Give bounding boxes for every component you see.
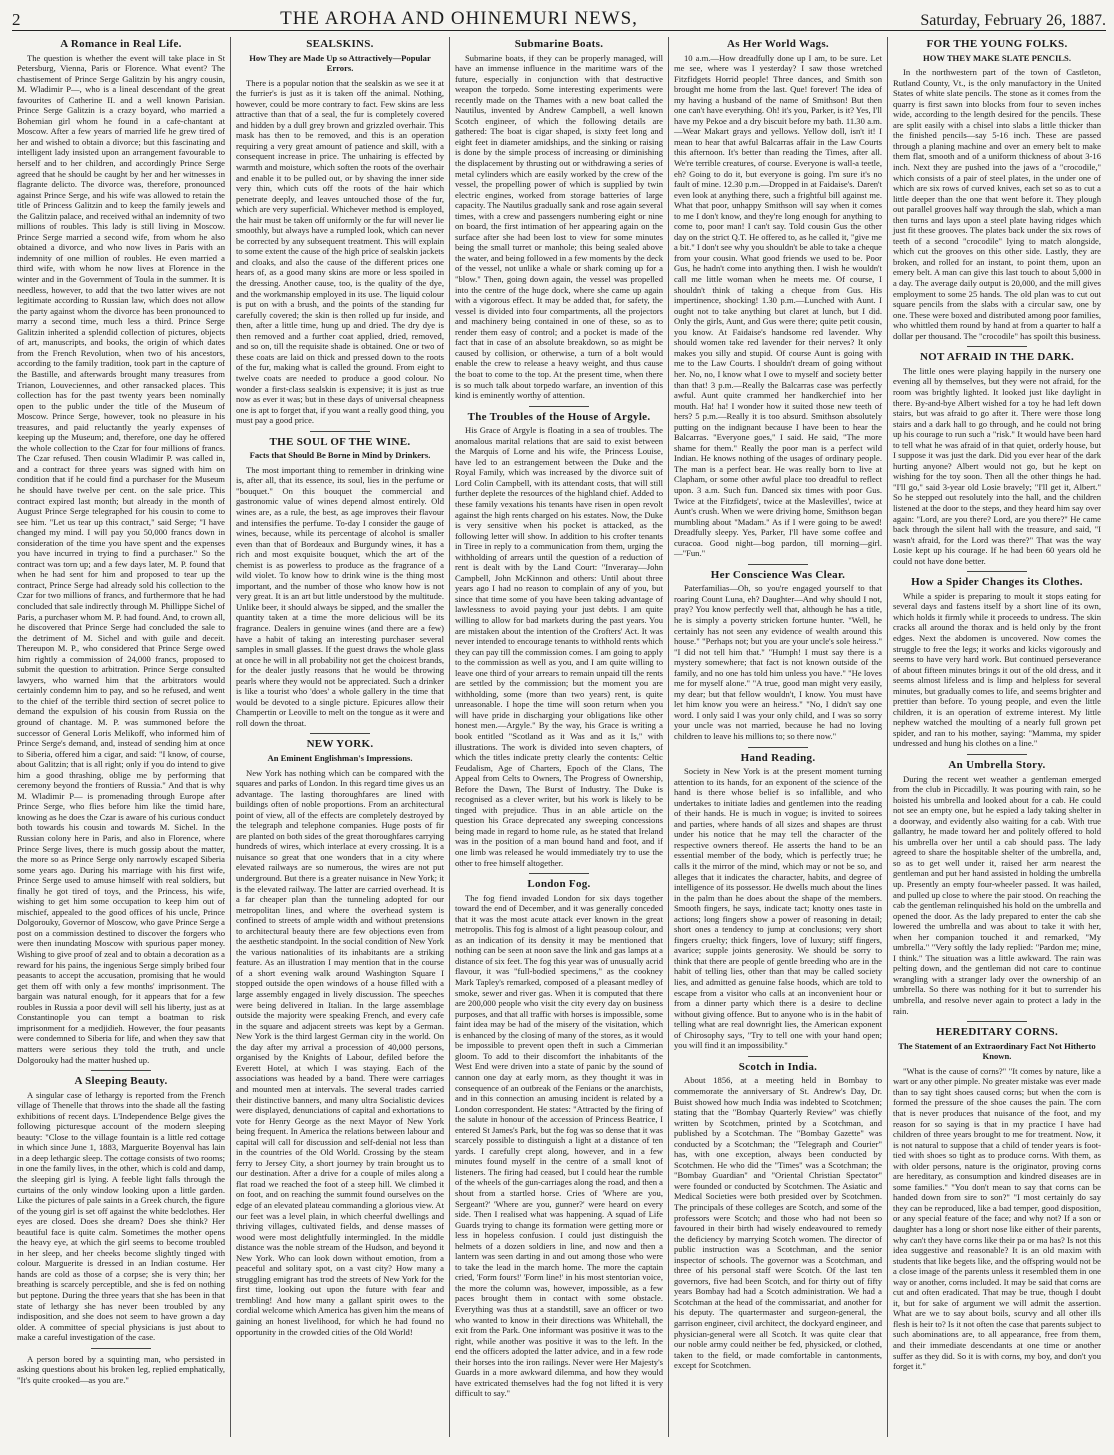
article-headline: How a Spider Changes its Clothes. (911, 576, 1083, 589)
article-divider (529, 406, 589, 407)
article-body: Submarine boats, if they can be properly managed, will have an immense influence in the maritime wars of the future, especially in conjunction with that destructive weapon the torpedo. Some interesting experiments were recently made on the Thames with a new boat called the Nautilus, invented by Andrew Campbell, a well known Scotch engineer, of which the following details are gathered: The boat is cigar shaped, is sixty feet long and eight feet in diameter amidships, and the sinking or raising is done by the simple process of increasing or diminishing the displacement by thrusting out or withdrawing a series of metal cylinders which are easily worked by the crew of the vessel, the propelling power of which is supplied by twin electric engines, worked from storage batteries of large capacity. The Nautilus gradually sank and rose again several times, with a crew and passengers numbering eight or nine on board, the first intimation of her appearing again on the surface after she had been lost to view for some minutes being the small turret or manhole; this being sealed above the water, and being followed in a few moments by the deck of the vessel, not unlike a whale or shark coming up for a "blow." Then, going down again, the vessel was propelled into the centre of the huge dock, where she came up again with a vigorous effect. It may be added that, for safety, the vessel is divided into four compartments, all the projectors and machinery being contained in one of these, so as to render them easy of control; and a pocket is made of the fact that in case of an absolute breakdown, so as might be caused by collision, or otherwise, a turn of a bolt would enable the crew to release a heavy weight, and thus cause the boat to come to the top. At the present time, when there is so much talk about torpedo warfare, an invention of this kind is eminently worthy of attention. (455, 52, 663, 401)
newspaper-title: THE AROHA AND OHINEMURI NEWS, (280, 8, 638, 29)
article-body: 10 a.m.—How dreadfully done up I am, to be sure. Let me see, where was I yesterday? I saw those wretched Fitzfidgets Horrid people! Three dances, and Smith son brought me home from the last. Que! forever! The idea of my having a husband of the name of Smithson! But then one can't have everything. Oh! it's you, Parker, is it? Yes, I'll have my Pekoe and a dry biscuit before my bath. 11.30 a.m.—Wear Makart grays and yellows. Yellow doll, isn't it! I mean to hear that awful Balcarras affair in the Law Courts this afternoon. It's better than reading the Times, after all. We're terrible creatures, of course. Everyone is wall-a teetle, eh? Going to do it, but everyone is going. I'm sure it's no fault of mine. 12.30 p.m.—Dropped in at Faidaise's. Daren't even look at anything there, such a frightful bill against me. What that poor, unhappy Smithson will say when it comes to me I don't know, and they're long enough for anything to come to, poor man! I can't say. Told cousin Gus the other day on the strict Q.T. He offered to, as he called it, "give me a bit." I don't see why you shouldn't be able to take a cheque from your cousin. What good friends we used to be. Poor Gus, he hadn't come into anything then. I wish he wouldn't call me little woman when he meets me. Of course, I shouldn't think of taking a cheque from Gus. His impertinence, shocking! 1.30 p.m.—Lunched with Aunt. I ought not to take anything but claret at lunch, but I did. Only the girls, Aunt, and Gus were there; quite petit cousin, you know. At Faidaise's handsome red lavender. Why should women take red lavender for their nerves? It only makes you silly and stupid. Of course Aunt is going with me to the Law Courts. I shouldn't dream of going without her. No, no, I know what I owe to myself and society better than that! 3 p.m.—Really the Balcarras case was perfectly awful. Aunt quite crammed her handkerchief into her mouth. Ha! ha! I wonder how it suited those new teeth of hers? 5 p.m.—Really it is too absurd. Smithson absolutely putting on the indignant because I have been to hear the Balcarras. "Everyone goes," I said. He said, "The more shame for them." Really the poor man is a perfect wild Indian. He knows nothing of the usages of ordinary people. The man is a perfect bear. He was really born to live at Clapham, or some other awful place too dreadful to reflect upon. 3 a.m. Such fun. Danced six times with poor Gus. Twice at the Fitzfidgets', twice at the Maslevilles', twice at Aunt's crush. When we were driving home, Smithson began mumbling about "Madam." As if I were going to be awed! Dreadfully sleepy. Yes, Parker, I'll have some coffee and curacoa. Good night—bog pardon, till morning—girl.—"Fun." (674, 52, 882, 559)
article (17, 1354, 225, 1386)
issue-date: Saturday, February 26, 1887. (920, 12, 1106, 29)
article-subheadline: An Eminent Englishman's Impressions. (267, 753, 413, 763)
article-body: While a spider is preparing to moult it stops eating for several days and fastens itself by a short line of its own, which holds it firmly while it proceeds to undress. The skin cracks all around the thorax and is held only by the front edges. Next the abdomen is uncovered. Now comes the struggle to free the legs; it works and kicks vigorously and seems to have very hard work. But continued perseverance of about fifteen minutes brings it out of the old dress, and it seems almost lifeless and is limp and helpless for several minutes, but gradually comes to life, and seems brighter and prettier than before. To young people, and even the little children, it is an operation of extreme interest. My little nephew watched the moulting of a nearly full grown pet spider, and ran to his mother, saying: "Mamma, my spider undressed and hung his clothes on a line." (893, 590, 1101, 749)
article-body: "What is the cause of corns?" "It comes by nature, like a wart or any other pimple. No greater mistake was ever made than to say tight shoes caused corns; but when the corn is formed the pressure of the shoe causes the pain. The corn that is never produces that nuisance of the foot, and my reason for so saying is that in my practice I have had children of three years brought to me for treatment. Now, it is not natural to suppose that a child of tender years is foot-tied with shoes so tight as to produce corns. With them, as with older persons, nature is the originator, proving corns are hereditary, as consumption and kindred diseases are in some families." "You don't mean to say that corns can be handed down from sire to son?" "I most certainly do say they can be reproduced, like a bad temper, good disposition, or any special feature of the face; and why not? If a son or daughter has a long or short nose like either of their parents, why can't they have corns like their pa or ma has? Is not this idea suggestive and reasonable? It is an old maxim with students that like begets like, and the offspring would not be a close image of the parents unless it resembled them in one way or another, corns included. It may be said that corns are cut and often eradicated. That may be true, though I doubt it, but for sake of argument we will admit the assertion. What are we to say about boils, scurvy and all other ills flesh is heir to? Is it not often the case that parents subject to such abominations are, to all appearance, free from them, and their immediate descendants at one time or another suffer as they did. So it is with corns, my boy, and don't you forget it." (893, 1065, 1101, 1372)
article-headline: NOT AFRAID IN THE DARK. (919, 351, 1075, 364)
article (236, 739, 444, 1337)
article-headline: Submarine Boats. (514, 38, 604, 50)
page-number: 2 (12, 10, 21, 29)
article-subheadline: How They are Made Up so Attractively—Popular Errors. (249, 52, 431, 74)
article (236, 437, 444, 735)
article-headline: London Fog. (527, 878, 591, 891)
article-divider (310, 733, 370, 734)
article-subheadline: The Statement of an Extraordinary Fact Not Hitherto Known. (898, 1040, 1096, 1062)
article-body: His Grace of Argyle is floating in a sea of troubles. The anomalous marital relations that are said to exist between the Marquis of Lorne and his wife, the Princess Louise, have led to an estrangement between the Duke and the Royal Family, which was increased by the divorce suit of Lord Colin Campbell, with its attendant costs, that will still further deplete the resources of the highland chief. Added to these family vexations his tenants have risen in open revolt against the high rents charged on his estates. Now, the Duke is very sensitive when his pocket is attacked, as the following letter will show. In addition to his crofter tenants in Tiree in reply to a communication from them, urging the withholding of arrears until the question of a reduction of rent is dealt with by the Land Court: "Inveraray—John Campbell, John McKinnon and others: Until about three years ago I had no reason to complain of any of you, but since that time some of you have been taking advantage of lawlessness to avoid paying your just debts. I am quite willing to allow for bad markets during the past years. You are mistaken about the intention of the Crofters' Act. It was never intended to encourage tenants to withhold rents which they can pay till the commission comes. I am going to apply to the commission as well as you, and I am quite willing to leave one third of your arrears to remain unpaid till the rents are settled by the commission; but the moment you are withholding, some (more than two years) rent, is quite unreasonable. I hope the time will soon return when you will have pride in discharging your obligations like other honest men.—Argyle." By the way, his Grace is writing a book entitled "Scotland as it Was and as it Is," with illustrations. The work is divided into seven chapters, of which the titles indicate pretty clearly the contents: Celtic Feudalism, Age of Charters, Epoch of the Clans, The Appeal from Celts to Owners, The Progress of Ownership, Before the Dawn, The Burst of Industry. The Duke is recognised as a clever writer, but his work is likely to be tinged with prejudice. Thus in an able article on the question his Grace deprecated any sweeping concessions being made in regard to home rule, as he stated that Ireland was in the position of a man bound hand and foot, and if one limb was released he would immediately try to use the other to free himself altogether. (455, 425, 663, 868)
article-body: New York has nothing which can be compared with the squares and parks of London. In this regard time gives us an advantage. The lasting thoroughfares are lined with buildings often of noble proportions. From an architectural point of view, all of the effects are completely destroyed by the telegraph and telephone companies. Huge posts of fir are planted on both sides of the great thoroughfares carrying hundreds of wires, which interlace at every crossing. It is a nuisance so great that one wonders that in a city where elevated railways are so numerous, the wires are not put underground. But there is a greater nuisance in New York; it is the elevated railway. The latter are carried overhead. It is a far cheaper plan than the tunneling adopted for our metropolitan lines, and where the overhead system is confined to streets of ample width and without pretensions to architectural beauty there are few objections even from the aesthetic standpoint. In the social condition of New York the various nationalities of its inhabitants are a striking feature. As an illustration I may mention that in the course of a short evening walk around Washington Square I stopped outside the open windows of a house filled with a large assembly engaged in lively discussion. The speeches were being delivered in Italian. In the large assemblage outside the majority were speaking French, and every cafe in the square and adjacent streets was kept by a German. New York is the third largest German city in the world. On the day after my arrival a procession of 40,000 persons, organised by the Knights of Labour, defiled before the Everett Hotel, at which I was staying. Each of the associations was headed by a band. There were carriages and mounted men at intervals. The several trades carried their distinctive banners, and many ultra Socialistic devices were displayed, denunciations of capital and exhortations to vote for Henry George as the next Mayor of New York being frequent. In America the relations between labour and capital will call for discussion and self-denial not less than in the countries of the Old World. Crossing by the steam ferry to Jersey City, a short journey by train brought us to our destination. After a drive for a couple of miles along a flat road we reached the foot of a steep hill. We climbed it on foot, and on reaching the summit found ourselves on the edge of an elevated plateau commanding a glorious view. At our feet was a level plain, in which cheerful dwellings and thriving villages, cultivated fields, and dense masses of wood were most delightfully intermingled. In the middle distance was the noble stream of the Hudson, and beyond it New York. Who can look down without emotion, from a peaceful and solitary spot, on a vast city? How many a struggling emigrant has trod the streets of New York for the first time, looking out upon the future with fear and trembling! And how many a gallant spirit owes to the cordial welcome which America has given him the means of gaining an honest livelihood, for which he had found no opportunity in the crowded cities of the Old World! (236, 767, 444, 1337)
article-body: In the northwestern part of the town of Castleton, Rutland County, Vt., is the only manufactory in the United States of white slate pencils. The stone as it comes from the quarry is first sawn into blocks from four to seven inches wide, according to the length desired for the pencils. These are split easily with a chisel into slabs a little thicker than the finished pencils—say 5-16 inch. These are passed through a planing machine and over an emery belt to make them flat, smooth and of a uniform thickness of about 3-16 inch. Next they are pushed into the jaws of a "crocodile," which consists of a pair of steel plates, in the under one of which are six rows of curved knives, each set so as to cut a little deeper than the one that went before it. They plough out parallel grooves half way through the slab, which a man then turns and lays upon a steel plate having ridges which just fit these grooves. The plates back under the six rows of teeth of a second "crocodile" lying to match alongside, which cut the grooves on this other side. Lastly, they are broken, and rolled for an instant, to point them, upon an emery belt. A man can give this last touch to about 5,000 in a day. The average daily output is 20,000, and the mill gives employment to some 25 hands. The old plan was to cut out square pencils from the slabs with a circular saw, one by one. These were boxed and distributed among poor families, who whittled them round by hand at from a quarter to half a dollar per thousand. The "crocodile" has spoilt this business. (893, 67, 1101, 341)
article-body: About 1856, at a meeting held in Bombay to commemorate the anniversary of St. Andrew's Day, Dr. Buist showed how much India was indebted to Scotchmen; stating that the "Bombay Quarterly Review" was chiefly written by Scotchmen, printed by a Scotchman, and published by a Scotchman. The "Bombay Gazette" was conducted by a Scotchman; the "Telegraph and Courier" has, with one exception, always been conducted by Scotchmen. He who did the "Times" was a Scotchman; the "Bombay Guardian" and "Oriental Christian Spectator" were founded or conducted by Scotchmen. The Asiatic and Medical Societies were both presided over by Scotchmen. The principals of these colleges are Scotch, and some of the professors were Scotch; and those who had not been so favoured in their birth had wisely endeavoured to remedy the deficiency by marrying Scotch women. The director of public instruction was a Scotchman, and the senior inspector of schools. The governor was a Scotchman, and three of his personal staff were Scotch. Of the last ten governors, five had been Scotch, and for thirty out of fifty years Bombay had had a Scotch administration. We had a Scotchman at the head of the commissariat, and another for his deputy. The quartermaster and surgeon-general, the garrison engineer, civil architect, the dockyard engineer, and physician-general were all Scotch. It was quite clear that our noble army could neither be fed, physicked, or clothed, taken to the field, or made comfortable in cantonments, except for Scotchmen. (674, 1075, 882, 1371)
article-body: Society in New York is at the present moment turning attention to its hands, for an exponent of the science of the hand is there whose belief is so infallible, and who undertakes to initiate ladies and gentlemen into the reading of their hands. He is much in vogue; is invited to soirees and parties, where hands of all sizes and shapes are thrust under his notice that he may tell the character of the respective owners thereof. He asserts the hand to be an essential member of the body, which is perfectly true; he calls it the mirror of the mind, which may or not be so, and alleges that it indicates the character, habits, and degree of intelligence of its possessor. He dwells much about the lines in the palm than he does about the shape of the members. Smooth fingers, he says, indicate tact; knotty ones taste in actions; long fingers show a power of reasoning in detail; short ones a tendency to jump at conclusions; very short fingers cruelty; thick fingers, love of luxury; stiff fingers, avarice; supple joints generosity. We should be sorry to think that there are people of gentle breeding who are in the habit of telling lies, other than that may be called society lies, and admitted as genuine false hoods, which are told to escape from a visitor who calls at an inconvenient hour or from a dinner party which there is a desire to decline without giving offence. But to anyone who is in the habit of telling what are real downright lies, the American exponent of Chirosophy says, "Try to tell one with your hand open; you will find it an impossibility." (674, 766, 882, 1051)
article (455, 879, 663, 1399)
article-divider (967, 754, 1027, 755)
article-divider (967, 1021, 1027, 1022)
article-headline: A Romance in Real Life. (60, 38, 182, 50)
article-divider (967, 571, 1027, 572)
article-headline: THE SOUL OF THE WINE. (269, 435, 411, 448)
article (17, 1076, 225, 1349)
article-body: The fog fiend invaded London for six days together toward the end of December, and it was generally conceded that it was the most acute attack ever known in the great metropolis. This fog is almost of a light peasoup colour, and as an indication of its density it may be mentioned that nothing can be seen at noon save the link and gas lamps at a distance of six feet. The fog this year was of unusually acrid flavour, it was "full-bodied specimens," as the cookney Mark Tapley's remarked, composed of a pleasant medley of smoke, sewer and river gas. When it is computed that there are 200,000 people who visit the city every day on business purposes, and that all traffic with horses is impossible, some faint idea may be had of the misery of the visitation, which is enhanced by the closing of many of the stores, as it would be impossible to prevent open theft in such a Cimmerian gloom. To add to their discomfort the inhabitants of the West End were driven into a state of panic by the sound of cannon one day at early morn, as they thought it was in consequence of an outbreak of the Fenians or the anarchists, and in this connection an amusing incident is related by a London correspondent. He states: "Attracted by the firing of the salute in honour of the accession of Princess Beatrice, I entered St James's Park, but the fog was so dense that it was scarcely possible to distinguish a light at a distance of ten yards. I carefully crept along, however, and in a few minutes found myself in the centre of a small knot of listeners. The firing had ceased, but I could hear the rumble of the wheels of the gun-carriages along the road, and then a shout from a startled horse. Cries of 'Where are you, Sergeant?' 'Where are you, gunner?' were heard on every side. Then I realised what was happening. A squad of Life Guards trying to change its formation were getting more or less in hopeless confusion. I could just distinguish the helmets of a dozen soldiers in line, and now and then a lantern was seen darting in and out among those who were to take the lead in the march home. The more the captain cried, 'Form fours!' 'Form line!' in his most stentorian voice, the more the column was, however, impossible, as a few paces brought them in contact with some obstacle. Everything was thus at a standstill, save an officer or two who wanted to know in their directions was Whitehall, the exit from the Park. One informant was positive it was to the right, while another was positive it was to the left. In the end the officers adopted the latter advice, and in a few rode their horses into the iron railings. Never were Her Majesty's Guards in a more awkward dilemma, and how they would have extricated themselves had the fog not lifted it is very difficult to say." (455, 892, 663, 1399)
article (674, 753, 882, 1057)
column-3 (450, 37, 669, 1437)
article (236, 39, 444, 432)
column-4 (669, 37, 888, 1437)
article-body: A singular case of lethargy is reported from the French village of Thenelle that throws into the shade all the fasting exhibitions of recent days. L'Independence Belge gives the following picturesque account of the modern sleeping beauty: "Close to the village fountain is a little red cottage in which since June 1, 1883, Marguerite Boyenval has lain in a deep lethargic sleep. The cottage consists of two rooms; in one the family lives, in the other, which is cold and damp, the sleeping girl is lying. A feeble light falls through the curtains of the only window looking upon a little garden. Like the pictures of pale saints in a Greek church, the figure of the young girl is set off against the white bedclothes. Her eyes are closed. Does she dream? Does she think? Her beautiful face is quite calm. Sometimes the mother opens the heavy eye, at which the girl seems to become troubled in her sleep, and her cheeks become slightly tinged with colour. Marguerite is dressed in an Indian costume. Her hands are cold as those of a corpse; she is very thin; her breathing is scarcely perceptible, and she is fed on nothing but peptone. During the three years that she has been in that state of lethargy she has never been troubled by any indisposition, and she does not seem to have grown a day older. A committee of special physicians is just about to make a careful investigation of the case. (17, 1089, 226, 1343)
article-headline: HEREDITARY CORNS. (935, 1026, 1059, 1039)
article-body: During the recent wet weather a gentleman emerged from the club in Piccadilly. It was pouring with rain, so he hoisted his umbrella and looked about for a cab. He could not see an empty one, but he espied a lady taking shelter in a doorway, and evidently also waiting for a cab. With true gallantry, he made toward her and politely offered to hold his umbrella over her until a cab should pass. The lady agreed to share the hospitable shelter of the umbrella, and, so as to get well under it, raised her arm nearest the gentleman and put her hand assisted in holding the umbrella up. Presently an empty four-wheeler passed. It was hailed, and pulled up close to where the pair stood. On reaching the cab the gentleman relinquished his hold on the umbrella and opened the door. As the lady prepared to enter the cab she lowered the umbrella and was about to take it with her, when her companion touched it and remarked, "My umbrella." "Very softly the lady replied: "Pardon me; mine, I think." The situation was a little awkward. The rain was pelting down, and the gentleman did not care to continue wrangling with a stranger lady over the ownership of an umbrella. So there was nothing for it but to surrender his umbrella, and resolve never again to protect a lady in the rain. (893, 773, 1101, 1016)
article-subheadline: HOW THEY MAKE SLATE PENCILS. (923, 52, 1071, 63)
article-headline: An Umbrella Story. (948, 759, 1046, 771)
article-headline: Her Conscience Was Clear. (710, 568, 846, 581)
column-5 (888, 37, 1106, 1437)
article (674, 1062, 882, 1371)
article-subheadline: Facts that Should Be Borne in Mind by Drinkers. (249, 450, 431, 461)
article-divider (91, 1070, 151, 1071)
article-headline: A Sleeping Beauty. (74, 1075, 168, 1088)
masthead (12, 0, 1106, 31)
article-body: The question is whether the event will take place in St Petersburg, Vienna, Paris or Florence. What event? The chastisement of Prince Serge Galitzin by his angry cousin, M. Wladimir P—, who is a lineal descendant of the great favourites of Catherine II. and a well known Parisian. Prince Serge Galitzin is a crazy boyard, who married a Bohemian girl whom he found in a cafe-chantant at Moscow. After a few years of married life he grew tired of her and wished to obtain a divorce; but this fascinating and intelligent lady insisted upon an arrangement favourable to herself and to her children, and accordingly Prince Serge agreed that he should be caught by her and her witnesses in flagrante delicto. The divorce was, therefore, pronounced against Prince Serge, and his wife was allowed to retain the title of Princess Galitzin and to keep the family jewels and the Galitzin palace, and received withal an indemnity of two millions of roubles. This lady is still living in Moscow. Prince Serge married a second wife, from whom he also obtained a divorce, and who now lives in Paris with an indemnity of one million of roubles. He even married a third wife, with whom he now lives at Florence in the winter and in the Government of Toula in the summer. It is needless, however, to add that the two latter wives are not legitimate according to Russian law, which does not allow the party against whom the divorce has been pronounced to marry a second time, much less a third. Prince Serge Galitzin inherited a splendid collection of pictures, objects of art, manuscripts, and books, the origin of which dates from the French Revolution, when two of his ancestors, according to the family tradition, took part in the capture of the Bastille, and afterwards brought many treasures from Trianon, Louveciennes, and other ransacked places. This collection has for the past twenty years been nominally open to the public under the title of the Museum of Moscow. Prince Serge, however, took no pleasure in his treasures, and paid reluctantly the yearly expenses of keeping up the Museum; and, therefore, one day he offered the whole collection to the Czar for four millions of francs. The Czar refused. Then cousin Wladimir P. was called in, and a contract for three years was signed with him on condition that if he could find a purchaser for the Museum he should have twelve per cent. on the sale price. This contract expired last month; but already in the month of August Prince Serge telegraphed for his cousin to come to see him. "Let us tear up this contract," said Serge; "I have changed my mind. I will pay you 50,000 francs down in consideration of the time you have spent and the expenses you have incurred in trying to find a purchaser." So the contract was torn up; and a few days later, M. P. found that when he had sent for him and proposed to tear up the contract, Prince Serge had already sold his collection to the Czar for two millions of francs, and furthermore that he had concluded that sale indirectly through M. Phillippe Sichel of Paris, a purchaser whom M. P. had found. And, to crown all, he discovered that Prince Serge had concluded the sale to the detriment of M. Sichel and with guile and deceit. Thereupon M. P., who considered that Prince Serge owed him rightly a commission of 24,000 francs, proposed to submit the question to arbitration. Prince Serge consulted lawyers, who warned him that the arbitrators would certainly condemn him to pay, and so he refused, and went to the chief of the terrible third section of secret police to demand the expulsion of his cousin from Russia on the ground of chantage. M. P. was summoned before the successor of General Loris Melikoff, who informed him of Prince Serge's demand, and, instead of sending him at once to Siberia, offered him a cigar, and said: "I know, of course, about Galitzin; that is all right; only if you do intend to give him a good thrashing, oblige me by performing that ceremony beyond the frontiers of Russia." And that is why M. Wladimir P— is promenading through Europe after Prince Serge, who flies before him like the timid hare, knowing as he does the Czar is aware of his curious conduct both towards his cousin and towards M. Sichel. In the Russian colony here in Paris, and also in Florence, where Prince Serge lives, there is much gossip about the matter, the more so as Prince Serge only narrowly escaped Siberia some years ago. During his marriage with his first wife, Prince Serge used to amuse himself with real soldiers, but finally he got tired of toys, and the Princess, his wife, wishing to get him some occupation to keep him out of mischief, appealed to the good offices of his uncle, Prince Dolgorouky, Governor of Moscow, who gave Prince Serge a post on a commission destined to discover the forgers who were then inundating Moscow with spurious paper money. Wishing to give proof of zeal and to obtain a decoration as a reward for his pains, the ingenious Serge simply bribed four peasants to accept the accusation, promising that he would get them off with only a few months' imprisonment. The bargain was natural enough, for it appears that for a few roubles in Russia a poor devil will sell his liberty, just as at Constantinople you can tempt a boatman to risk imprisonment for a medjidieh. However, the four peasants were condemned to Siberia for life, and when they saw that matters were serious they told the truth, and uncle Dolgorouky had the matter hushed up. (17, 52, 225, 1065)
column-1 (12, 37, 231, 1437)
article-body: The little ones were playing happily in the nursery one evening all by themselves, but they were not afraid, for the room was brightly lighted. It looked just like daylight in there. By-and-bye Albert wished for a toy he had left down stairs, but was afraid to go after it. There were those long stairs and a dark hall to go through, and he could not bring up his courage to run such a "risk." It would have been hard to tell what he was afraid of in that quiet, orderly house, but I suppose it was just the dark. Did you ever hear of the dark hurting anyone? Albert would not go, but he kept on wishing for the toy soon. Then all the other things he had. "I'll go," said 3-year old Losie bravely; "I'll get it, Albert." So he stepped out resolutely into the hall, and the children listened at the door to the steps, and they heard him say over again: "Lord, are you there? Lord, are you there?" He came back through the silent hall with the treasure, and said, "I wasn't afraid, for the Lord was there?" That was the way Losie kept up his courage. If he had been 60 years old he could not have done better. (893, 365, 1101, 566)
article-headline: NEW YORK. (306, 738, 374, 751)
article (893, 577, 1101, 755)
article-body: Paterfamilias—Oh, so you're engaged yourself to that roaring Count Luna, eh? Daughter—And why should I not, pray? You know perfectly well that, although he has a title, he is simply a poverty stricken fortune hunter. "Well, he certainly has not seen any evidence of wealth around this house." "Perhaps not; but you are your uncle's sole heiress." "I did not tell him that." "Humph! I must say there is a mystery somewhere; that fact is not known outside of the family, and no one has told him unless you have." "He loves me for myself alone." "A true, good man might very easily, my dear; but that fellow wouldn't, I know. You must have let him know you were an heiress." "No, I didn't say one word. I only said I was your only child, and I was so sorry your uncle was not married, because he had no loving children to leave his millions to; so there now." (674, 583, 882, 741)
article-headline: Hand Reading. (740, 751, 816, 764)
columns (12, 37, 1106, 1437)
newspaper-page (12, 0, 1106, 1445)
article (455, 39, 663, 407)
article (893, 760, 1101, 1022)
article-divider (748, 1056, 808, 1057)
article-divider (748, 747, 808, 748)
article-divider (967, 346, 1027, 347)
article (17, 39, 225, 1071)
article (893, 1027, 1101, 1372)
article-headline: Scotch in India. (738, 1060, 818, 1073)
article-headline: The Troubles of the House of Argyle. (467, 410, 651, 423)
article-body: A person bored by a squinting man, who persisted in asking questions about his broken leg, replied emphatically, "It's quite crooked—as you are." (17, 1353, 225, 1385)
article-divider (529, 873, 589, 874)
article (455, 412, 663, 875)
article-divider (310, 431, 370, 432)
article-body: There is a popular notion that the sealskin as we see it at the furrier's is just as it is taken off the animal. Nothing, however, could be more contrary to fact. Few skins are less attractive than that of a seal, the fur is completely covered and hidden by a dull grey brown and grizzled overhair. This mask has then to be removed, and this is an operation requiring a very great amount of patience and skill, with a consequent increase in price. The unhairing is effected by warmth and moisture, which soften the roots of the overhair and enable it to be pulled out, or by shaving the inner side very thin, which cuts off the roots of the hair which penetrate deeply, and leaves untouched those of the fur, which are very superficial. Whichever method is employed, the hair must be taken off uniformly or the fur will never lie smoothly, but always have a rumpled look, which can never be corrected by any subsequent treatment. This will explain to some extent the cause of the high price of sealskin jackets and cloaks, and also the cause of the different prices one hears of, as a good many skins are more or less spoiled in the dressing. Another cause, too, is the quality of the dye, and the workmanship employed in its use. The liquid colour is put on with a brush, and the points of the standing fur carefully covered; the skin is then rolled up fur inside, and then, after a little time, hung up and dried. The dry dye is then removed and a further coat applied, dried, removed, and so on, till the requisite shade is obtained. One or two of these coats are laid on thick and pressed down to the roots of the fur, making what is called the ground. From eight to twelve coats are needed to produce a good colour. No wonder a first-class sealskin is expensive; it is just as true now as ever it was; but in these days of universal cheapness one is apt to forget that, if you want a really good thing, you must pay a good price. (236, 77, 444, 426)
article-headline: As Her World Wags. (727, 38, 829, 50)
column-2 (231, 37, 450, 1437)
article-headline: FOR THE YOUNG FOLKS. (926, 38, 1068, 50)
article (893, 352, 1101, 572)
article (674, 39, 882, 565)
article (893, 39, 1101, 347)
article (674, 570, 882, 748)
article-headline: SEALSKINS. (306, 38, 374, 50)
article-divider (91, 1348, 151, 1349)
article-divider (748, 564, 808, 565)
article-body: The most important thing to remember in drinking wine is, after all, that its essence, its soul, lies in the perfume or "bouquet." On this bouquet the commercial and gastronomic value of wines depend almost entirely. Old wines are, as a rule, the best, as age improves their flavour and intensifies the perfume. To-day I consider the gauge of wines, because, while its percentage of alcohol is smaller even than that of Bordeaux and Burgundy wines, it has a rich and most exquisite bouquet, which the art of the chemist is as powerless to produce as the fragrance of a wild violet. To know how to drink wine is the thing most important, and the number of those who know how is not very great. It is an art but little understood by the multitude. Unlike beer, it should always be sipped, and the smaller the quantity taken at a time the more delicious will be its fragrance. Dealers in genuine wines (and there are a few) have a habit of taking an interesting purchaser several samples in small glasses. If the guest draws the whole glass at once he will in all probability not get the choicest brands, for the dealer justly reasons that he would be throwing pearls where they would not be appreciated. Such a drinker is like a tourist who 'does' a whole gallery in the time that would be devoted to a single picture. Epicures allow their Champertin or Leoville to melt on the tongue as it were and roll down the throat. (236, 464, 444, 728)
